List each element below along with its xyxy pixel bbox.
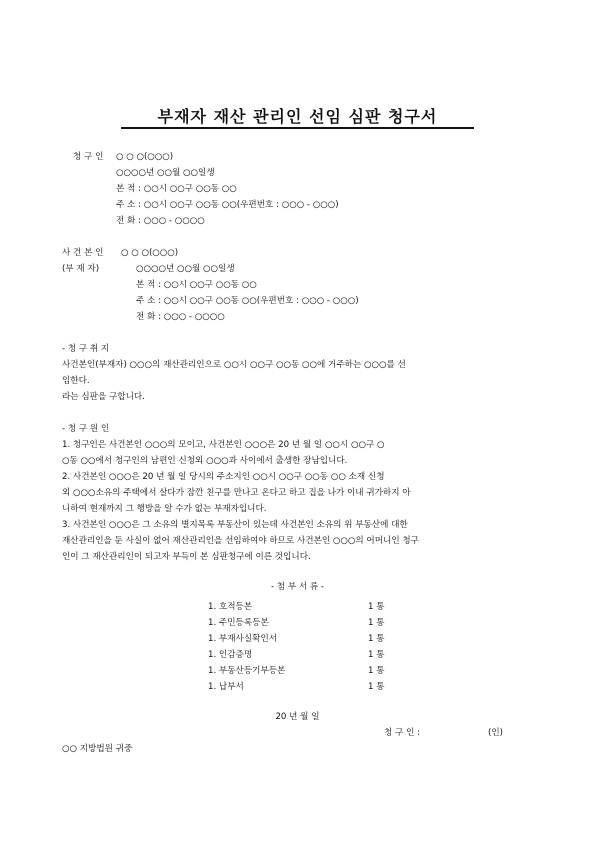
court-addressee: ○○ 지방법원 귀중 (62, 744, 133, 754)
attachment-name: 1. 부재사실확인서 (208, 634, 278, 644)
principal-name: ○ ○ ○(○○○) (121, 248, 179, 258)
principal-domicile: 본 적 : ○○시 ○○구 ○○동 ○○ (136, 280, 257, 290)
principal-sublabel: (부 재 자) (62, 264, 100, 274)
cause-line: 외 ○○○소유의 주택에서 살다가 잠깐 친구를 만나고 온다고 하고 집을 나가 이내 귀가하지 아 (62, 488, 411, 498)
document-title: 부재자 재산 관리인 선임 심판 청구서 (157, 107, 438, 126)
attachment-name: 1. 인감증명 (208, 650, 253, 660)
cause-line: 재산관리인을 둔 사실이 없어 재산관리인을 선임하여야 하므로 사건본인 ○○○의 어머니인 청구 (62, 536, 419, 546)
title-underline (121, 127, 474, 129)
claimant-label: 청 구 인 (73, 152, 104, 162)
principal-address: 주 소 : ○○시 ○○구 ○○동 ○○(우편번호 : ○○○ - ○○○) (136, 296, 359, 306)
purpose-line: 임한다. (62, 376, 90, 386)
claimant-domicile: 본 적 : ○○시 ○○구 ○○동 ○○ (116, 184, 237, 194)
purpose-heading: - 청 구 취 지 (62, 344, 110, 354)
attachment-qty: 1 통 (368, 666, 385, 676)
claimant-phone: 전 화 : ○○○ - ○○○○ (116, 216, 205, 226)
attachment-qty: 1 통 (368, 602, 385, 612)
attachment-qty: 1 통 (368, 618, 385, 628)
claimant-birth: ○○○○년 ○○월 ○○일생 (116, 168, 215, 178)
purpose-line: 사건본인(부재자) ○○○의 재산관리인으로 ○○시 ○○구 ○○동 ○○에 거주하는 ○○○를 선 (62, 360, 406, 370)
attachment-name: 1. 부동산등기부등본 (208, 666, 286, 676)
cause-line: 1. 청구인은 사건본인 ○○○의 모이고, 사건본인 ○○○은 20 년 월 일 ○○시 ○○구 ○ (62, 440, 385, 450)
cause-line: 3. 사건본인 ○○○은 그 소유의 별지목록 부동산이 있는데 사건본인 소유의 위 부동산에 대한 (62, 520, 408, 530)
attachment-qty: 1 통 (368, 682, 385, 692)
attachment-qty: 1 통 (368, 634, 385, 644)
principal-phone: 전 화 : ○○○ - ○○○○ (136, 312, 225, 322)
cause-line: 니하여 현재까지 그 행방을 알 수가 없는 부재자입니다. (62, 504, 267, 514)
claimant-name: ○ ○ ○(○○○) (116, 152, 174, 162)
attachment-name: 1. 납부서 (208, 682, 244, 692)
cause-heading: - 청 구 원 인 (62, 424, 110, 434)
seal-mark: (인) (488, 728, 504, 738)
attachment-qty: 1 통 (368, 650, 385, 660)
filing-date: 20 년 월 일 (275, 712, 320, 722)
purpose-line: 라는 심판을 구합니다. (62, 392, 145, 402)
signature-label: 청 구 인 : (384, 728, 420, 738)
attachments-heading: - 첨 부 서 류 - (270, 582, 325, 592)
principal-label: 사 건 본 인 (62, 248, 104, 258)
attachment-name: 1. 주민등록등본 (208, 618, 269, 628)
attachment-name: 1. 호적등본 (208, 602, 253, 612)
principal-birth: ○○○○년 ○○월 ○○일생 (136, 264, 235, 274)
cause-line: 인이 그 재산관리인이 되고자 부득이 본 심판청구에 이른 것입니다. (62, 552, 311, 562)
claimant-address: 주 소 : ○○시 ○○구 ○○동 ○○(우편번호 : ○○○ - ○○○) (116, 200, 339, 210)
cause-line: ○동 ○○에서 청구인의 남편인 신청외 ○○○과 사이에서 출생한 장남입니다. (62, 456, 348, 466)
cause-line: 2. 사건본인 ○○○은 20 년 월 일 당시의 주소지인 ○○시 ○○구 ○○동 ○○ 소재 신청 (62, 472, 385, 482)
